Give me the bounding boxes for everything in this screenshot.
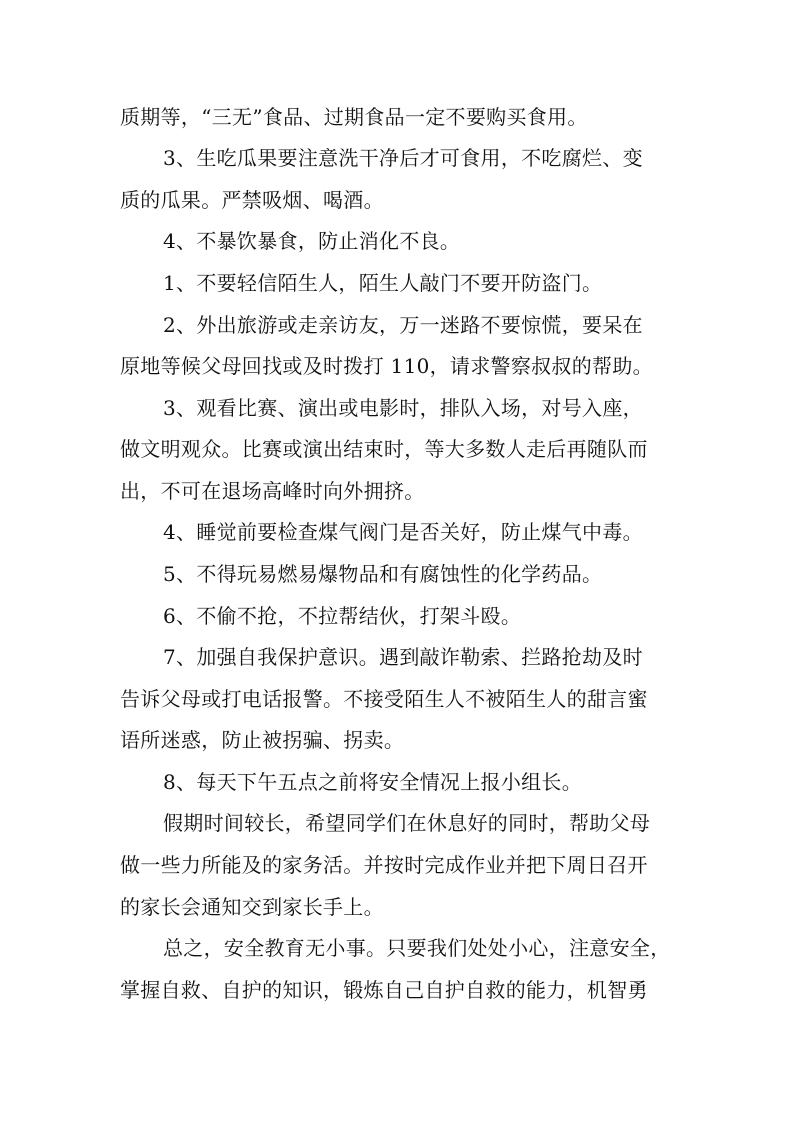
text-line: 4、睡觉前要检查煤气阀门是否关好，防止煤气中毒。 (163, 520, 643, 544)
text-line: 质期等，“三无”食品、过期食品一定不要购买食用。 (120, 105, 588, 129)
text-line: 的家长会通知交到家长手上。 (120, 895, 384, 919)
text-line: 出，不可在退场高峰时向外拥挤。 (120, 479, 425, 503)
text-line: 8、每天下午五点之前将安全情况上报小组长。 (163, 770, 583, 794)
text-line: 做一些力所能及的家务活。并按时完成作业并把下周日召开 (120, 853, 648, 877)
text-line: 告诉父母或打电话报警。不接受陌生人不被陌生人的甜言蜜 (120, 687, 648, 711)
text-line: 质的瓜果。严禁吸烟、喝酒。 (120, 188, 384, 212)
text-line: 原地等候父母回找或及时拨打 110，请求警察叔叔的帮助。 (120, 354, 653, 378)
text-line: 7、加强自我保护意识。遇到敲诈勒索、拦路抢劫及时 (163, 645, 643, 669)
text-line: 3、生吃瓜果要注意洗干净后才可食用，不吃腐烂、变 (163, 146, 643, 170)
text-line: 2、外出旅游或走亲访友，万一迷路不要惊慌，要呆在 (163, 313, 643, 337)
text-line: 假期时间较长，希望同学们在休息好的同时，帮助父母 (163, 811, 651, 835)
text-line: 语所迷惑，防止被拐骗、拐卖。 (120, 728, 405, 752)
text-line: 4、不暴饮暴食，防止消化不良。 (163, 229, 461, 253)
text-line: 做文明观众。比赛或演出结束时，等大多数人走后再随队而 (120, 437, 648, 461)
text-line: 5、不得玩易燃易爆物品和有腐蚀性的化学药品。 (163, 562, 603, 586)
text-line: 总之，安全教育无小事。只要我们处处小心，注意安全， (163, 936, 671, 960)
text-line: 1、不要轻信陌生人，陌生人敲门不要开防盗门。 (163, 271, 603, 295)
text-line: 3、观看比赛、演出或电影时，排队入场，对号入座， (163, 396, 643, 420)
text-line: 6、不偷不抢，不拉帮结伙，打架斗殴。 (163, 604, 522, 628)
text-line: 掌握自救、自护的知识，锻炼自己自护自救的能力，机智勇 (120, 978, 648, 1002)
